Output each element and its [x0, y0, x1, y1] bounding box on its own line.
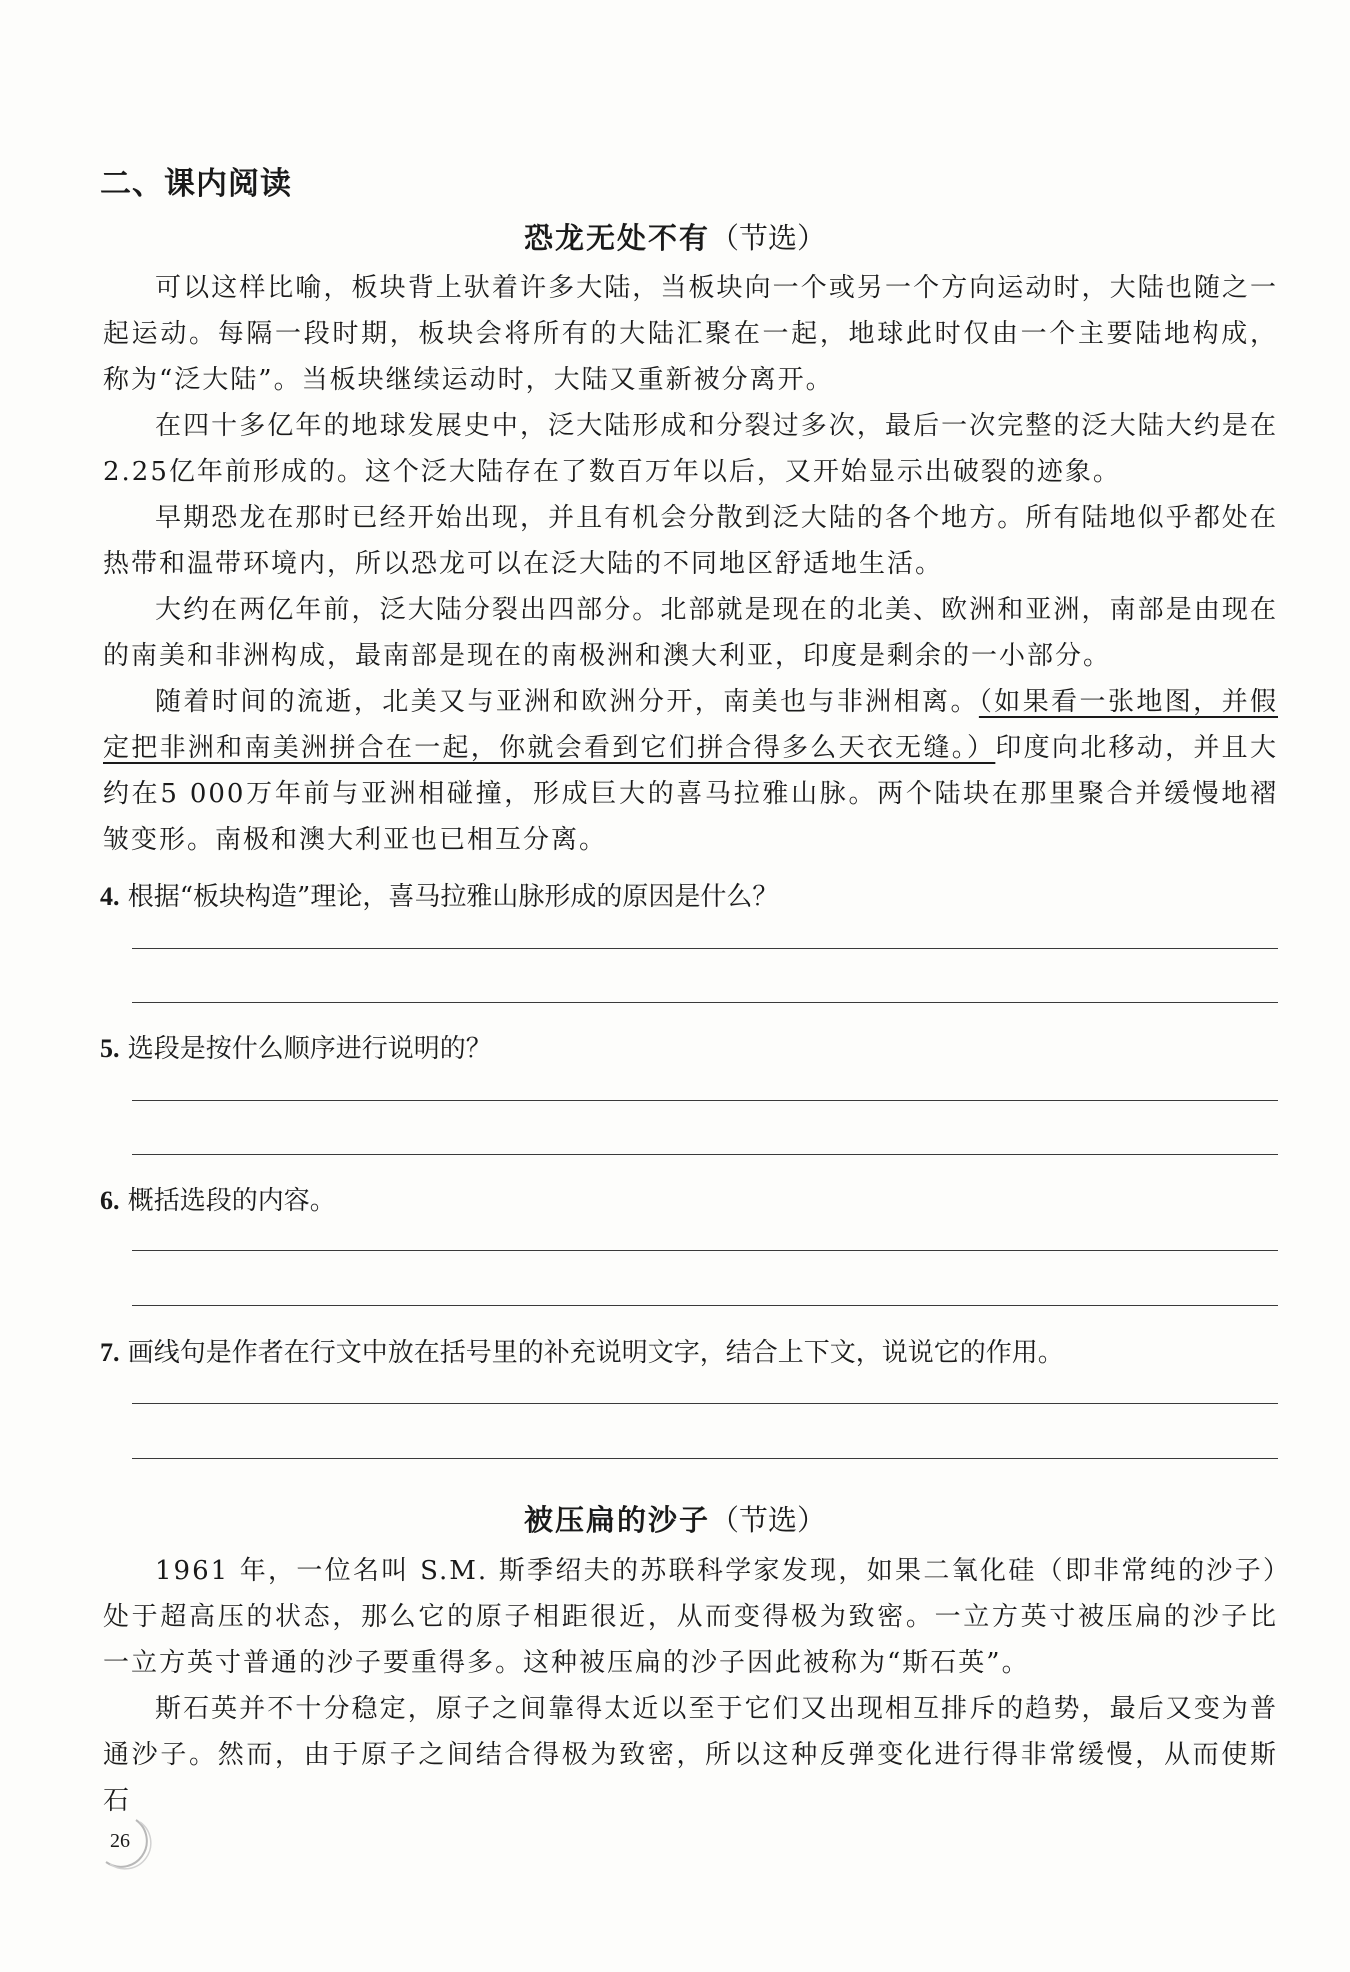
paragraph-text: 随着时间的流逝，北美又与亚洲和欧洲分开，南美也与非洲相离。: [155, 687, 979, 717]
paragraph: 可以这样比喻，板块背上驮着许多大陆，当板块向一个或另一个方向运动时，大陆也随之一起运动。每隔一段时期，板块会将所有的大陆汇聚在一起，地球此时仅由一个主要陆地构成，称为“泛大陆”。当板块继续运动时，大陆又重新被分离开。: [103, 273, 1278, 395]
article-title-sand: [0, 1498, 1350, 1539]
question-text: 画线句是作者在行文中放在括号里的补充说明文字，结合上下文，说说它的作用。: [127, 1338, 1064, 1368]
article-title-subtitle: （节选）: [710, 1503, 827, 1537]
section-heading: 二、课内阅读: [100, 166, 292, 202]
article-title-dinosaurs: [0, 216, 1350, 257]
article-title-subtitle: （节选）: [710, 221, 827, 255]
question-5: [100, 1028, 492, 1065]
article-body-dinosaurs: [103, 265, 1278, 863]
underlined-sentence: （如果看一张地图，并假定把非洲和南美洲拼合在一起，你就会看到它们拼合得多么天衣无缝。）: [103, 687, 1278, 763]
paragraph: 早期恐龙在那时已经开始出现，并且有机会分散到泛大陆的各个地方。所有陆地似乎都处在热带和温带环境内，所以恐龙可以在泛大陆的不同地区舒适地生活。: [103, 503, 1278, 579]
article-body-sand: [103, 1548, 1278, 1824]
paragraph: 1961 年，一位名叫 S.M. 斯季绍夫的苏联科学家发现，如果二氧化硅（即非常纯的沙子）处于超高压的状态，那么它的原子相距很近，从而变得极为致密。一立方英寸被压扁的沙子比一立方英寸普通的沙子要重得多。这种被压扁的沙子因此被称为“斯石英”。: [103, 1556, 1278, 1678]
page-number: [96, 1814, 152, 1870]
article-title-main: 恐龙无处不有: [523, 221, 710, 255]
question-number: 7.: [100, 1338, 120, 1367]
question-6: [100, 1180, 336, 1217]
answer-line[interactable]: [132, 948, 1278, 949]
paragraph-with-underline: [103, 679, 1278, 863]
question-text: 选段是按什么顺序进行说明的？: [127, 1034, 492, 1064]
question-text: 根据“板块构造”理论，喜马拉雅山脉形成的原因是什么？: [127, 882, 779, 912]
question-7: [100, 1332, 1064, 1369]
question-number: 6.: [100, 1186, 120, 1215]
question-text: 概括选段的内容。: [127, 1186, 336, 1216]
question-number: 5.: [100, 1034, 120, 1063]
answer-line[interactable]: [132, 1458, 1278, 1459]
answer-line[interactable]: [132, 1403, 1278, 1404]
paragraph-text: 印度向北移动，并且大约在5 000万年前与亚洲相碰撞，形成巨大的喜马拉雅山脉。两个陆块在那里聚合并缓慢地褶皱变形。南极和澳大利亚也已相互分离。: [103, 733, 1278, 855]
answer-line[interactable]: [132, 1305, 1278, 1306]
question-number: 4.: [100, 882, 120, 911]
answer-line[interactable]: [132, 1002, 1278, 1003]
answer-line[interactable]: [132, 1100, 1278, 1101]
page-number-text: 26: [110, 1830, 130, 1852]
paragraph: 大约在两亿年前，泛大陆分裂出四部分。北部就是现在的北美、欧洲和亚洲，南部是由现在的南美和非洲构成，最南部是现在的南极洲和澳大利亚，印度是剩余的一小部分。: [103, 595, 1278, 671]
article-title-main: 被压扁的沙子: [523, 1503, 710, 1537]
answer-line[interactable]: [132, 1154, 1278, 1155]
paragraph: 在四十多亿年的地球发展史中，泛大陆形成和分裂过多次，最后一次完整的泛大陆大约是在2.25亿年前形成的。这个泛大陆存在了数百万年以后，又开始显示出破裂的迹象。: [103, 411, 1278, 487]
question-4: [100, 876, 778, 913]
paragraph: 斯石英并不十分稳定，原子之间靠得太近以至于它们又出现相互排斥的趋势，最后又变为普通沙子。然而，由于原子之间结合得极为致密，所以这种反弹变化进行得非常缓慢，从而使斯石: [103, 1694, 1278, 1816]
answer-line[interactable]: [132, 1250, 1278, 1251]
